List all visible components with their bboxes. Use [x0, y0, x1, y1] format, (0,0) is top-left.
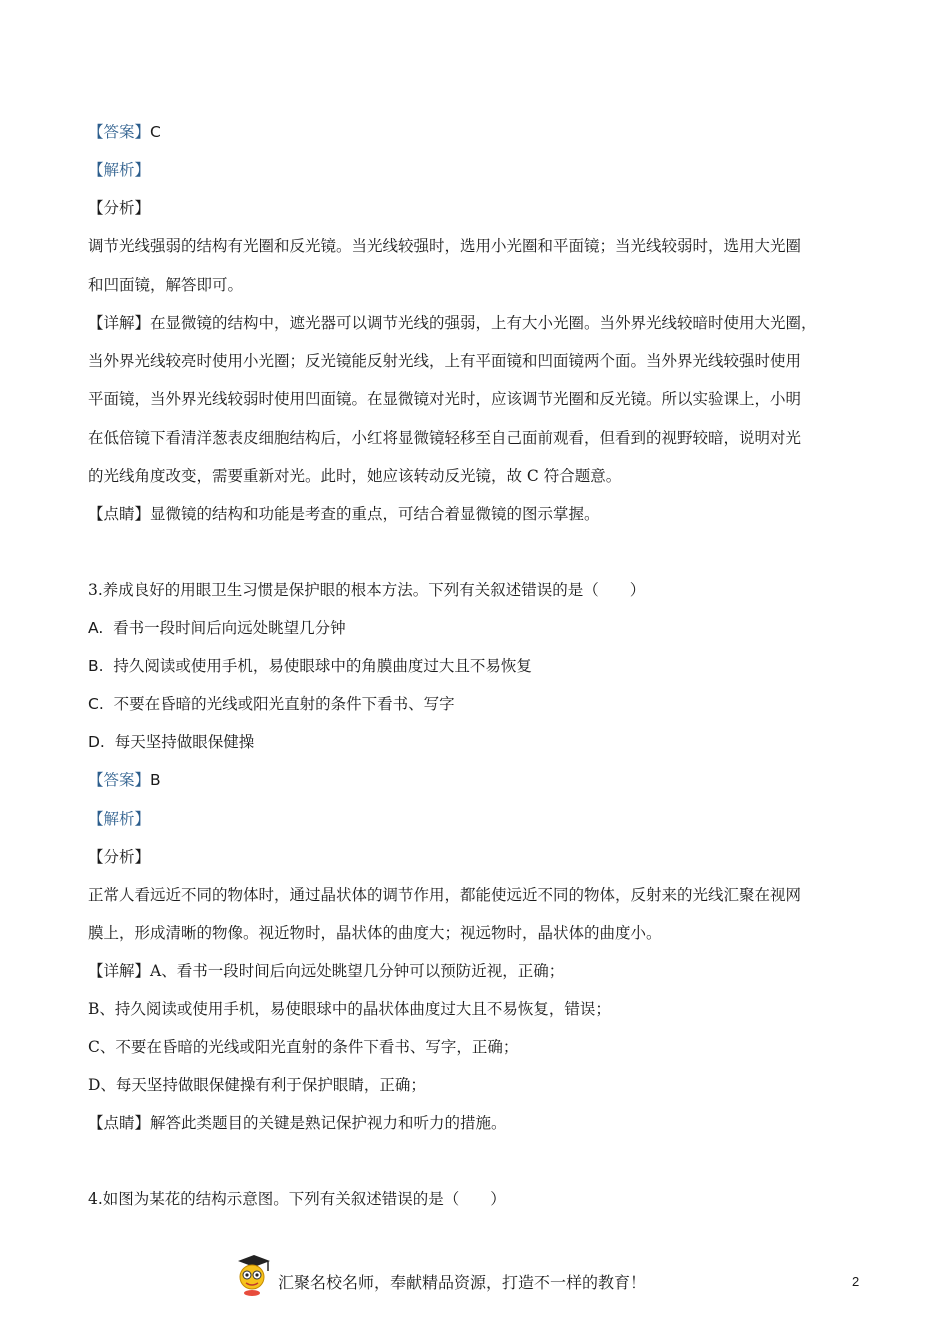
q2-answer-value: C — [150, 123, 161, 141]
q3-option-a — [88, 618, 868, 638]
q3-comment-line — [88, 1113, 868, 1133]
q3-option-b — [88, 656, 868, 676]
q3-option-b-label: B. — [88, 657, 104, 675]
footer-slogan: 汇聚名校名师，奉献精品资源，打造不一样的教育！ — [278, 1273, 647, 1292]
q2-comment-tag: 【点睛】 — [88, 505, 151, 523]
q3-answer-value: B — [150, 771, 161, 789]
q2-answer-tag: 【答案】 — [88, 123, 151, 141]
q2-fenxi-line-1: 调节光线强弱的结构有光圈和反光镜。当光线较强时，选用小光圈和平面镜；当光线较弱时，选用大光圈 — [88, 237, 802, 255]
q2-fenxi-line-2: 和凹面镜，解答即可。 — [88, 276, 244, 294]
q3-option-d-label: D. — [88, 733, 105, 751]
q2-detail-text-1: 在显微镜的结构中，遮光器可以调节光线的强弱，上有大小光圈。当外界光线较暗时使用大光圈， — [150, 314, 817, 332]
q2-detail-line-1 — [88, 313, 868, 333]
q2-fenxi-tag: 【分析】 — [88, 199, 151, 217]
q2-analysis-tag: 【解析】 — [88, 161, 151, 179]
q2-detail-line-4: 在低倍镜下看清洋葱表皮细胞结构后，小红将显微镜轻移至自己面前观看，但看到的视野较暗，说明对光 — [88, 429, 802, 447]
q3-analysis-tag: 【解析】 — [88, 810, 151, 828]
q2-detail-line-2: 当外界光线较亮时使用小光圈；反光镜能反射光线，上有平面镜和凹面镜两个面。当外界光线较强时使用 — [88, 352, 802, 370]
q2-detail-tag: 【详解】 — [88, 314, 151, 332]
q3-answer-line — [88, 770, 868, 790]
q3-detail-tag: 【详解】 — [88, 962, 151, 980]
q3-answer-tag: 【答案】 — [88, 771, 151, 789]
q3-option-a-text: 看书一段时间后向远处眺望几分钟 — [113, 619, 346, 637]
q2-detail-line-5: 的光线角度改变，需要重新对光。此时，她应该转动反光镜，故 C 符合题意。 — [88, 467, 622, 485]
page-number: 2 — [852, 1274, 860, 1289]
q3-detail-line-3: C、不要在昏暗的光线或阳光直射的条件下看书、写字，正确； — [88, 1038, 519, 1056]
q4-question: 4.如图为某花的结构示意图。下列有关叙述错误的是（ ） — [88, 1190, 506, 1208]
q3-detail-line-2: B、持久阅读或使用手机，易使眼球中的晶状体曲度过大且不易恢复，错误； — [88, 1000, 611, 1018]
q3-detail-line-4: D、每天坚持做眼保健操有利于保护眼睛，正确； — [88, 1076, 426, 1094]
q2-comment-line — [88, 504, 868, 524]
q2-comment-text: 显微镜的结构和功能是考查的重点，可结合着显微镜的图示掌握。 — [150, 505, 600, 523]
mascot-logo-icon — [232, 1253, 272, 1297]
q3-fenxi-line-1: 正常人看远近不同的物体时，通过晶状体的调节作用，都能使远近不同的物体，反射来的光线汇聚在视网 — [88, 886, 802, 904]
q3-comment-text: 解答此类题目的关键是熟记保护视力和听力的措施。 — [150, 1114, 507, 1132]
q3-option-c-text: 不要在昏暗的光线或阳光直射的条件下看书、写字 — [113, 695, 455, 713]
q3-option-c — [88, 694, 868, 714]
q2-answer-line — [88, 122, 868, 142]
q3-detail-text-1: A、看书一段时间后向远处眺望几分钟可以预防近视，正确； — [150, 962, 565, 980]
q3-question: 3.养成良好的用眼卫生习惯是保护眼的根本方法。下列有关叙述错误的是（ ） — [88, 581, 646, 599]
q3-option-c-label: C. — [88, 695, 104, 713]
q3-fenxi-line-2: 膜上，形成清晰的物像。视近物时，晶状体的曲度大；视远物时，晶状体的曲度小。 — [88, 924, 662, 942]
q3-comment-tag: 【点睛】 — [88, 1114, 151, 1132]
q2-detail-line-3: 平面镜，当外界光线较弱时使用凹面镜。在显微镜对光时，应该调节光圈和反光镜。所以实验课上，小明 — [88, 390, 802, 408]
q3-option-d — [88, 732, 868, 752]
q3-option-b-text: 持久阅读或使用手机，易使眼球中的角膜曲度过大且不易恢复 — [113, 657, 532, 675]
q3-detail-line-1 — [88, 961, 868, 981]
q3-option-d-text: 每天坚持做眼保健操 — [114, 733, 255, 751]
q3-option-a-label: A. — [88, 619, 104, 637]
q3-fenxi-tag: 【分析】 — [88, 848, 151, 866]
